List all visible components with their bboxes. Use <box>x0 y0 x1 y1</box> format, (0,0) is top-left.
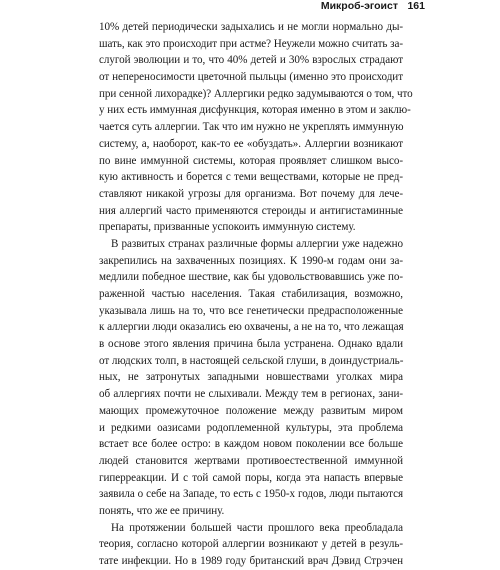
body-text <box>99 19 413 570</box>
text-line: ставляют никакой угрозы для организма. Вот почему для лече- <box>99 187 403 200</box>
text-line: понять, что же ее причину. <box>99 504 225 517</box>
text-line: На протяжении большей части прошлого века преобладала <box>111 521 403 534</box>
running-head: Микроб-эгоист <box>320 0 398 12</box>
text-line: препараты, призванные успокоить иммунную систему. <box>99 221 356 234</box>
text-line: людей становится жертвами противоестественной иммунной <box>99 454 403 467</box>
text-line: В развитых странах различные формы аллергии уже надежно <box>111 237 403 250</box>
text-line: по вине иммунной системы, которая проявляет слишком высо- <box>99 154 403 167</box>
text-line: встает все более остро: в каждом новом поколении все больше <box>99 438 403 451</box>
text-line: об аллергиях почти не слыхивали. Между тем в регионах, зани- <box>99 388 403 401</box>
text-line: кую активность и борется с теми веществами, которые не пред- <box>99 171 403 184</box>
text-line: гиперреакции. И с той самой поры, когда эта напасть впервые <box>99 471 403 484</box>
text-line: раженной частью населения. Такая стабилизация, возможно, <box>99 288 403 300</box>
text-line: слугой эволюции и то, что 40% детей и 30% взрослых страдают <box>99 54 403 67</box>
text-line: в основе этого явления причина была устранена. Однако вдали <box>99 338 403 351</box>
paragraph-3 <box>99 520 403 570</box>
page-header <box>0 0 500 14</box>
text-line: мающих промежуточное положение между развитым миром <box>99 404 403 417</box>
text-line: тате инфекции. Но в 1989 году британский врач Дэвид Стрэчен <box>99 555 403 567</box>
paragraph-1 <box>99 19 413 236</box>
text-line: ния аллергий часто применяются стероиды и антигистаминные <box>99 204 403 217</box>
text-line: от непереносимости цветочной пыльцы (именно это происходит <box>99 71 403 84</box>
text-line: от людских толп, в настоящей сельской глуши, в доиндустриаль- <box>99 354 404 367</box>
text-line: заявила о себе на Западе, то есть с 1950-х годов, люди пытаются <box>99 488 403 501</box>
text-line: ных, не затронутых западными новшествами уголках мира <box>99 371 403 384</box>
paragraph-2 <box>99 236 403 520</box>
text-line: указывала лишь на то, что все генетически предрасположенные <box>99 304 403 317</box>
text-line: систему, а, наоборот, как-то ее «обуздать». Аллергии возникают <box>99 137 403 150</box>
text-line: чается суть аллергии. Так что им нужно не укреплять иммунную <box>99 121 404 134</box>
text-line: медлили победное шествие, как бы удовольствовавшись уже по- <box>99 271 403 284</box>
text-line: к аллергии люди оказались ею охвачены, а не на то, что лежащая <box>99 321 404 334</box>
text-line: 10% детей периодически задыхались и не могли нормально ды- <box>99 21 403 33</box>
page-number: 161 <box>407 0 425 12</box>
text-line: у них есть иммунная дисфункция, которая именно в этом и заклю- <box>99 104 411 117</box>
text-line: и редкими оазисами родоплеменной культуры, эта проблема <box>99 421 403 434</box>
text-line: теория, согласно которой аллергии возникают у детей в резуль- <box>99 538 403 551</box>
text-line: шать, как это происходит при астме? Неужели можно считать за- <box>99 37 403 50</box>
text-line: при сенной лихорадке)? Аллергики редко задумываются о том, что <box>99 87 413 100</box>
text-line: закрепились на захваченных позициях. К 1990-м годам они за- <box>99 254 403 267</box>
